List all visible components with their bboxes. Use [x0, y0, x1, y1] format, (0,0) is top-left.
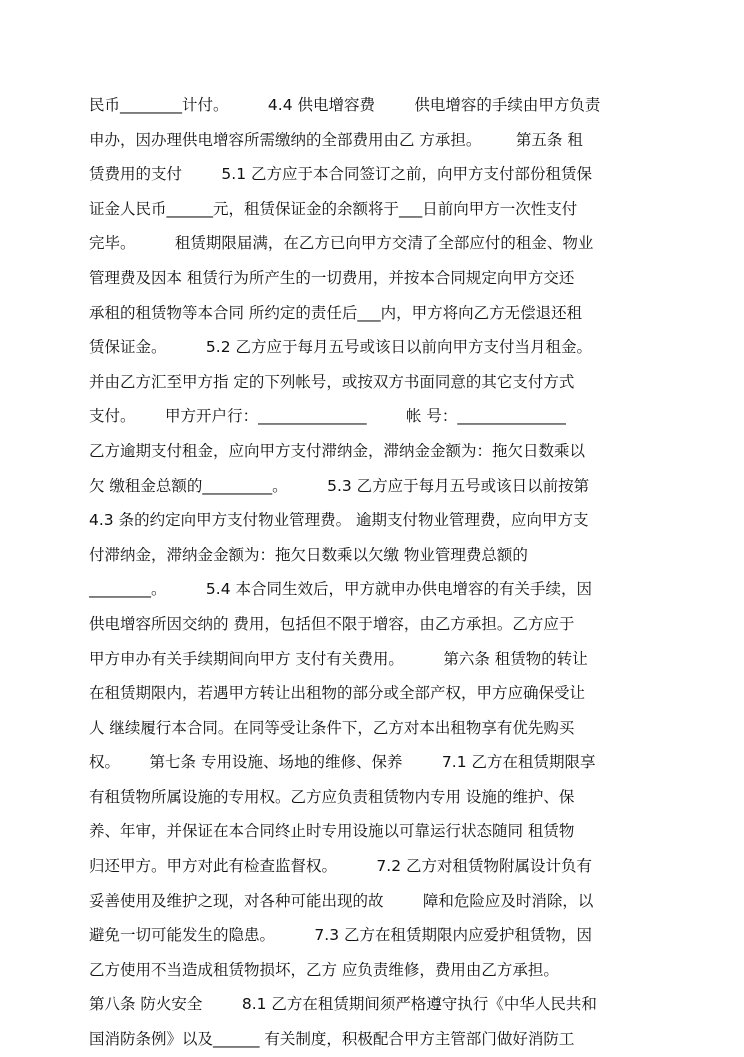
- text-line: 管理费及因本 租赁行为所产生的一切费用，并按本合同规定向甲方交还: [89, 268, 575, 287]
- text-line: 乙方使用不当造成租赁物损坏，乙方 应负责维修，费用由乙方承担。: [89, 960, 559, 979]
- text-line: ________。 5.4 本合同生效后，甲方就申办供电增容的有关手续，因: [89, 580, 592, 599]
- text-line: 民币________计付。 4.4 供电增容费 供电增容的手续由甲方负责: [89, 96, 601, 114]
- text-line: 归还甲方。甲方对此有检查监督权。 7.2 乙方对租赁物附属设计负有: [89, 857, 592, 876]
- text-line: 乙方逾期支付租金，应向甲方支付滞纳金，滞纳金金额为：拖欠日数乘以: [89, 441, 586, 460]
- text-line: 人 继续履行本合同。在同等受让条件下，乙方对本出租物享有优先购买: [89, 718, 575, 737]
- contract-body-text: [89, 88, 669, 1057]
- text-line: 权。 第七条 专用设施、场地的维修、保养 7.1 乙方在租赁期限享: [89, 753, 596, 772]
- text-line: 并由乙方汇至甲方指 定的下列帐号，或按双方书面同意的其它支付方式: [89, 372, 575, 391]
- text-line: 完毕。 租赁期限届满，在乙方已向甲方交清了全部应付的租金、物业: [89, 234, 594, 253]
- text-line: 承租的租赁物等本合同 所约定的责任后___内，甲方将向乙方无偿退还租: [89, 303, 583, 322]
- text-line: 第八条 防火安全 8.1 乙方在租赁期间须严格遵守执行《中华人民共和: [89, 995, 597, 1014]
- text-line: 付滞纳金，滞纳金金额为：拖欠日数乘以欠缴 物业管理费总额的: [89, 545, 528, 564]
- text-line: 养、年审，并保证在本合同终止时专用设施以可靠运行状态随同 租赁物: [89, 822, 575, 841]
- text-line: 欠 缴租金总额的_________。 5.3 乙方应于每月五号或该日以前按第: [89, 476, 590, 495]
- text-line: 在租赁期限内，若遇甲方转让出租物的部分或全部产权，甲方应确保受让: [89, 684, 586, 703]
- text-line: 有租赁物所属设施的专用权。乙方应负责租赁物内专用 设施的维护、保: [89, 787, 575, 806]
- text-line: 赁保证金。 5.2 乙方应于每月五号或该日以前向甲方支付当月租金。: [89, 338, 592, 357]
- text-line: 妥善使用及维护之现，对各种可能出现的故 障和危险应及时消除，以: [89, 891, 594, 910]
- text-line: 4.3 条的约定向甲方支付物业管理费。 逾期支付物业管理费，应向甲方支: [89, 511, 589, 530]
- text-line: 供电增容所因交纳的 费用，包括但不限于增容，由乙方承担。乙方应于: [89, 614, 575, 633]
- text-line: 国消防条例》以及______ 有关制度，积极配合甲方主管部门做好消防工: [89, 1030, 575, 1049]
- text-line: 证金人民币______元，租赁保证金的余额将于___日前向甲方一次性支付: [89, 199, 578, 218]
- text-line: 申办，因办理供电增容所需缴纳的全部费用由乙 方承担。 第五条 租: [89, 130, 583, 149]
- text-line: 支付。 甲方开户行：______________ 帐 号：______________: [89, 407, 566, 426]
- text-line: 甲方申办有关手续期间向甲方 支付有关费用。 第六条 租赁物的转让: [89, 649, 588, 668]
- text-line: 赁费用的支付 5.1 乙方应于本合同签订之前，向甲方支付部份租赁保: [89, 165, 592, 184]
- text-line: 避免一切可能发生的隐患。 7.3 乙方在租赁期限内应爱护租赁物，因: [89, 926, 592, 945]
